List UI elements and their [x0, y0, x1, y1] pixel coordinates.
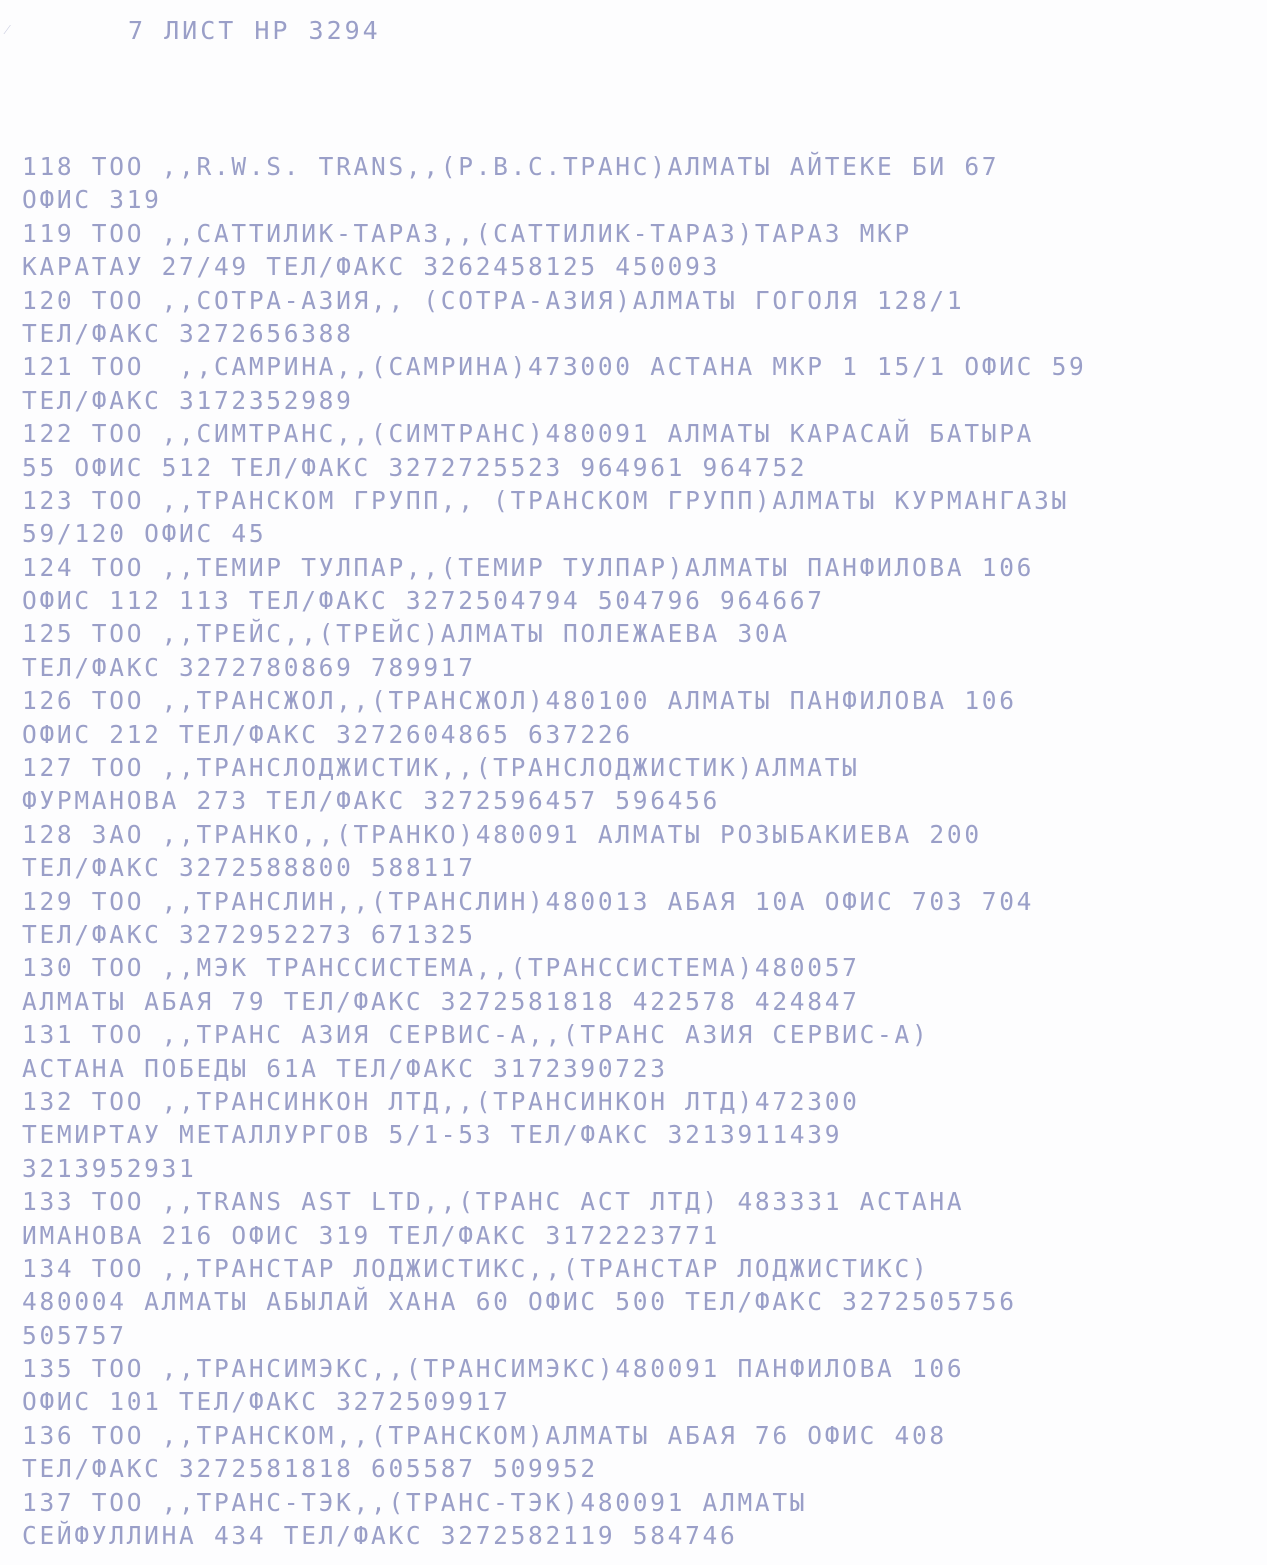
- record-line: ТЕЛ/ФАКС 3272581818 605587 509952: [22, 1454, 598, 1484]
- page-header: 7 ЛИСТ НР 3294: [128, 16, 381, 45]
- record-line: ОФИС 319: [22, 185, 162, 215]
- record-line: 133 ТОО ,,TRANS AST LTD,,(ТРАНС АСТ ЛТД) 483331 АСТАНА: [22, 1187, 965, 1217]
- record-line: 124 ТОО ,,ТЕМИР ТУЛПАР,,(ТЕМИР ТУЛПАР)АЛМАТЫ ПАНФИЛОВА 106: [22, 552, 1035, 582]
- record-line: 132 ТОО ,,ТРАНСИНКОН ЛТД,,(ТРАНСИНКОН ЛТД)472300: [22, 1086, 860, 1116]
- record-line: ОФИС 101 ТЕЛ/ФАКС 3272509917: [22, 1387, 511, 1417]
- record-line: 118 ТОО ,,R.W.S. TRANS,,(Р.В.С.ТРАНС)АЛМАТЫ АЙТЕКЕ БИ 67: [22, 152, 1000, 181]
- scan-mark: ⁄: [6, 22, 9, 38]
- record-line: 135 ТОО ,,ТРАНСИМЭКС,,(ТРАНСИМЭКС)480091 ПАНФИЛОВА 106: [22, 1354, 965, 1384]
- record-line: ОФИС 212 ТЕЛ/ФАКС 3272604865 637226: [22, 719, 633, 749]
- record-line: 59/120 ОФИС 45: [22, 519, 267, 549]
- record-line: 3213952931: [22, 1153, 197, 1183]
- record-line: 480004 АЛМАТЫ АБЫЛАЙ ХАНА 60 ОФИС 500 ТЕЛ/ФАКС 3272505756: [22, 1287, 1017, 1317]
- record-line: 137 ТОО ,,ТРАНС-ТЭК,,(ТРАНС-ТЭК)480091 АЛМАТЫ: [22, 1487, 808, 1517]
- record-line: ФУРМАНОВА 273 ТЕЛ/ФАКС 3272596457 596456: [22, 786, 721, 816]
- record-line: КАРАТАУ 27/49 ТЕЛ/ФАКС 3262458125 450093: [22, 252, 721, 282]
- record-line: ТЕМИРТАУ МЕТАЛЛУРГОВ 5/1-53 ТЕЛ/ФАКС 3213911439: [22, 1120, 843, 1150]
- record-line: ТЕЛ/ФАКС 3272588800 588117: [22, 853, 476, 883]
- record-line: АСТАНА ПОБЕДЫ 61А ТЕЛ/ФАКС 3172390723: [22, 1053, 668, 1083]
- record-line: 128 ЗАО ,,ТРАНКО,,(ТРАНКО)480091 АЛМАТЫ РОЗЫБАКИЕВА 200: [22, 819, 982, 849]
- record-line: 127 ТОО ,,ТРАНСЛОДЖИСТИК,,(ТРАНСЛОДЖИСТИК)АЛМАТЫ: [22, 753, 860, 783]
- record-line: ТЕЛ/ФАКС 3272780869 789917: [22, 652, 476, 682]
- record-line: 121 ТОО ,,САМРИНА,,(САМРИНА)473000 АСТАНА МКР 1 15/1 ОФИС 59: [22, 352, 1087, 382]
- record-line: ТЕЛ/ФАКС 3172352989: [22, 385, 354, 415]
- record-line: АЛМАТЫ АБАЯ 79 ТЕЛ/ФАКС 3272581818 422578 424847: [22, 986, 860, 1016]
- record-line: 120 ТОО ,,СОТРА-АЗИЯ,, (СОТРА-АЗИЯ)АЛМАТЫ ГОГОЛЯ 128/1: [22, 285, 965, 315]
- record-line: 123 ТОО ,,ТРАНСКОМ ГРУПП,, (ТРАНСКОМ ГРУПП)АЛМАТЫ КУРМАНГАЗЫ: [22, 485, 1070, 515]
- record-line: 126 ТОО ,,ТРАНСЖОЛ,,(ТРАНСЖОЛ)480100 АЛМАТЫ ПАНФИЛОВА 106: [22, 686, 1017, 716]
- record-line: 119 ТОО ,,САТТИЛИК-ТАРАЗ,,(САТТИЛИК-ТАРАЗ)ТАРАЗ МКР: [22, 218, 912, 248]
- record-line: ТЕЛ/ФАКС 3272952273 671325: [22, 919, 476, 949]
- record-line: 55 ОФИС 512 ТЕЛ/ФАКС 3272725523 964961 964752: [22, 452, 808, 482]
- record-line: ИМАНОВА 216 ОФИС 319 ТЕЛ/ФАКС 3172223771: [22, 1220, 721, 1250]
- record-line: ОФИС 112 113 ТЕЛ/ФАКС 3272504794 504796 964667: [22, 586, 825, 616]
- record-line: 505757: [22, 1320, 127, 1350]
- records-list: [22, 150, 1262, 1552]
- record-line: 131 ТОО ,,ТРАНС АЗИЯ СЕРВИС-А,,(ТРАНС АЗИЯ СЕРВИС-А): [22, 1020, 930, 1050]
- record-line: 122 ТОО ,,СИМТРАНС,,(СИМТРАНС)480091 АЛМАТЫ КАРАСАЙ БАТЫРА: [22, 419, 1035, 449]
- record-line: 130 ТОО ,,МЭК ТРАНССИСТЕМА,,(ТРАНССИСТЕМА)480057: [22, 953, 860, 983]
- record-line: 134 ТОО ,,ТРАНСТАР ЛОДЖИСТИКС,,(ТРАНСТАР ЛОДЖИСТИКС): [22, 1253, 930, 1283]
- record-line: СЕЙФУЛЛИНА 434 ТЕЛ/ФАКС 3272582119 584746: [22, 1521, 738, 1551]
- record-line: ТЕЛ/ФАКС 3272656388: [22, 318, 354, 348]
- record-line: 136 ТОО ,,ТРАНСКОМ,,(ТРАНСКОМ)АЛМАТЫ АБАЯ 76 ОФИС 408: [22, 1420, 947, 1450]
- record-line: 129 ТОО ,,ТРАНСЛИН,,(ТРАНСЛИН)480013 АБАЯ 10А ОФИС 703 704: [22, 886, 1035, 916]
- record-line: 125 ТОО ,,ТРЕЙС,,(ТРЕЙС)АЛМАТЫ ПОЛЕЖАЕВА 30А: [22, 619, 790, 649]
